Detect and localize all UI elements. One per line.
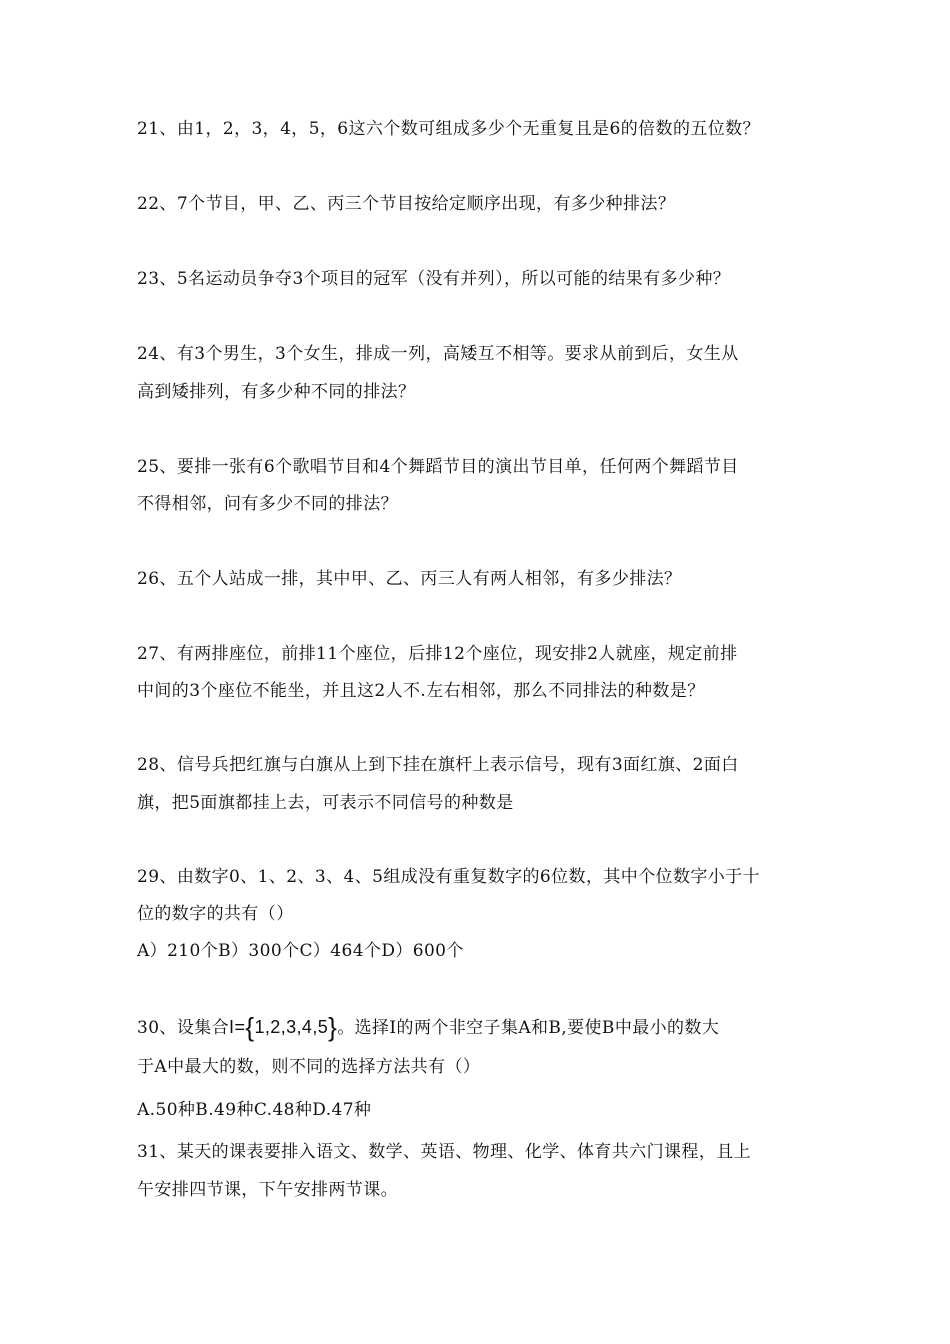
- question-31-line-1: 31、某天的课表要排入语文、数学、英语、物理、化学、体育共六门课程，且上: [137, 1142, 752, 1162]
- question-24-line-2: 高到矮排列，有多少种不同的排法？: [137, 382, 416, 402]
- set-brace-open: {: [245, 1012, 255, 1042]
- question-30-line-1: [137, 1012, 720, 1042]
- question-23: 23、5名运动员争夺3个项目的冠军（没有并列），所以可能的结果有多少种？: [137, 269, 731, 289]
- question-29-options: A）210个B）300个C）464个D）600个: [137, 941, 464, 961]
- set-brace-close: }: [328, 1012, 338, 1042]
- set-name: I=: [229, 1017, 246, 1037]
- question-30-prefix: 30、设集合: [137, 1018, 230, 1038]
- question-30-suffix: 。选择I的两个非空子集A和B,要使B中最小的数大: [337, 1018, 720, 1038]
- set-elements: 1,2,3,4,5: [254, 1017, 329, 1037]
- question-30-line-2: 于A中最大的数，则不同的选择方法共有（）: [137, 1057, 481, 1077]
- question-25-line-2: 不得相邻，问有多少不同的排法？: [137, 494, 398, 514]
- question-27-line-1: 27、有两排座位，前排11个座位，后排12个座位，现安排2人就座，规定前排: [137, 644, 738, 664]
- question-30-options: A.50种B.49种C.48种D.47种: [137, 1100, 372, 1120]
- question-29-line-1: 29、由数字0、1、2、3、4、5组成没有重复数字的6位数，其中个位数字小于十: [137, 867, 760, 887]
- question-24-line-1: 24、有3个男生，3个女生，排成一列，高矮互不相等。要求从前到后，女生从: [137, 344, 739, 364]
- question-22: 22、7个节目，甲、乙、丙三个节目按给定顺序出现，有多少种排法？: [137, 194, 676, 214]
- question-26: 26、五个人站成一排，其中甲、乙、丙三人有两人相邻，有多少排法？: [137, 569, 682, 589]
- question-28-line-1: 28、信号兵把红旗与白旗从上到下挂在旗杆上表示信号，现有3面红旗、2面白: [137, 755, 739, 775]
- question-29-line-2: 位的数字的共有（）: [137, 904, 294, 924]
- question-25-line-1: 25、要排一张有6个歌唱节目和4个舞蹈节目的演出节目单，任何两个舞蹈节目: [137, 457, 739, 477]
- question-21: 21、由1，2，3，4，5，6这六个数可组成多少个无重复且是6的倍数的五位数？: [137, 119, 760, 139]
- question-31-line-2: 午安排四节课，下午安排两节课。: [137, 1180, 398, 1200]
- question-28-line-2: 旗，把5面旗都挂上去，可表示不同信号的种数是: [137, 793, 514, 813]
- question-27-line-2: 中间的3个座位不能坐，并且这2人不.左右相邻，那么不同排法的种数是？: [137, 681, 705, 701]
